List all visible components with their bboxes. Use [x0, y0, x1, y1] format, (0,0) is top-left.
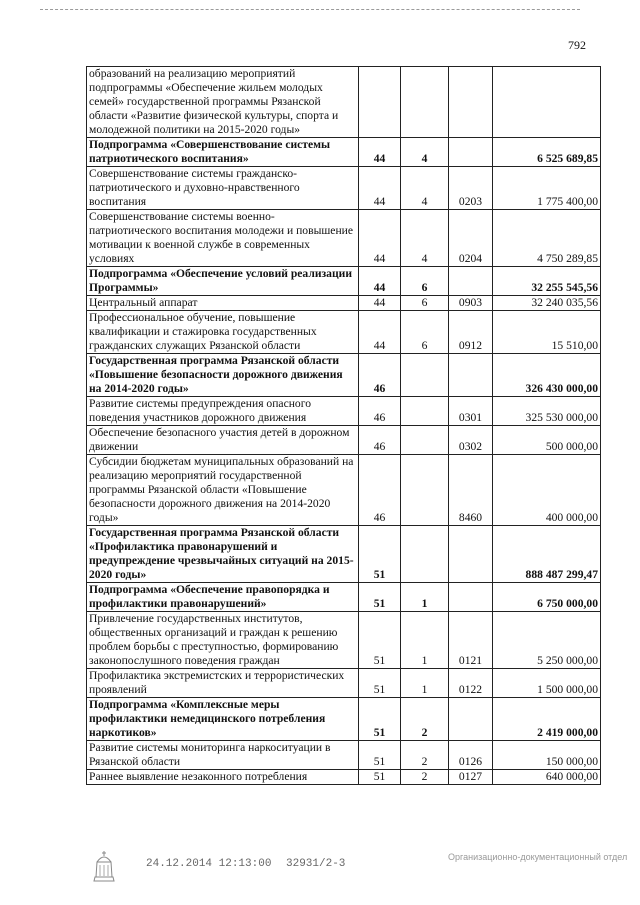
row-grbs: 51: [359, 741, 401, 770]
row-name: Центральный аппарат: [87, 296, 359, 311]
table-row: [87, 210, 601, 267]
row-subprogram: [401, 397, 449, 426]
row-amount: 326 430 000,00: [493, 354, 601, 397]
row-subprogram: [401, 455, 449, 526]
row-name: Совершенствование системы гражданско-патриотического и духовно-нравственного воспитания: [87, 167, 359, 210]
row-subprogram: [401, 526, 449, 583]
row-amount: 1 500 000,00: [493, 669, 601, 698]
row-amount: 150 000,00: [493, 741, 601, 770]
row-name: Подпрограмма «Комплексные меры профилактики немедицинского потребления наркотиков»: [87, 698, 359, 741]
row-subprogram: 1: [401, 583, 449, 612]
table-row: [87, 397, 601, 426]
row-name: Подпрограмма «Обеспечение условий реализации Программы»: [87, 267, 359, 296]
row-grbs: 51: [359, 612, 401, 669]
row-name: Обеспечение безопасного участия детей в дорожном движении: [87, 426, 359, 455]
row-subprogram: 4: [401, 167, 449, 210]
row-subprogram: 4: [401, 210, 449, 267]
row-subprogram: [401, 426, 449, 455]
row-article: [449, 267, 493, 296]
row-grbs: 44: [359, 167, 401, 210]
row-subprogram: [401, 67, 449, 138]
row-article: 0301: [449, 397, 493, 426]
row-name: Подпрограмма «Обеспечение правопорядка и профилактики правонарушений»: [87, 583, 359, 612]
row-article: 8460: [449, 455, 493, 526]
table-row: [87, 583, 601, 612]
row-grbs: 46: [359, 426, 401, 455]
row-amount: 6 750 000,00: [493, 583, 601, 612]
row-subprogram: 6: [401, 311, 449, 354]
row-subprogram: 6: [401, 296, 449, 311]
row-amount: 325 530 000,00: [493, 397, 601, 426]
row-name: Подпрограмма «Совершенствование системы патриотического воспитания»: [87, 138, 359, 167]
department-stamp: Организационно-документационный отдел: [448, 852, 628, 862]
table-row: [87, 311, 601, 354]
row-name: Развитие системы предупреждения опасного поведения участников дорожного движения: [87, 397, 359, 426]
budget-table: [86, 66, 601, 785]
row-subprogram: 6: [401, 267, 449, 296]
row-article: [449, 354, 493, 397]
budget-table-body: [87, 67, 601, 785]
row-grbs: 44: [359, 210, 401, 267]
row-amount: 1 775 400,00: [493, 167, 601, 210]
row-grbs: 44: [359, 138, 401, 167]
row-name: Развитие системы мониторинга наркоситуации в Рязанской области: [87, 741, 359, 770]
table-row: [87, 138, 601, 167]
row-name: Раннее выявление незаконного потребления: [87, 770, 359, 785]
coat-of-arms-icon: [86, 848, 122, 884]
row-name: образований на реализацию мероприятий подпрограммы «Обеспечение жильем молодых семей» государственной программы Рязанской области «Развитие физической культуры, спорта и молодежной политики на 2015-2020 годы»: [87, 67, 359, 138]
row-article: 0204: [449, 210, 493, 267]
table-row: [87, 426, 601, 455]
row-amount: 640 000,00: [493, 770, 601, 785]
row-subprogram: 4: [401, 138, 449, 167]
row-article: 0127: [449, 770, 493, 785]
row-article: 0126: [449, 741, 493, 770]
row-grbs: 46: [359, 354, 401, 397]
row-amount: 888 487 299,47: [493, 526, 601, 583]
table-row: [87, 741, 601, 770]
scan-top-edge: [40, 9, 580, 10]
page-number: 792: [568, 38, 586, 52]
row-amount: 500 000,00: [493, 426, 601, 455]
row-article: [449, 138, 493, 167]
row-grbs: 46: [359, 455, 401, 526]
row-subprogram: 2: [401, 698, 449, 741]
row-name: Государственная программа Рязанской области «Профилактика правонарушений и предупреждение чрезвычайных ситуаций на 2015-2020 годы»: [87, 526, 359, 583]
row-grbs: 51: [359, 669, 401, 698]
table-row: [87, 267, 601, 296]
row-grbs: 51: [359, 698, 401, 741]
footer-doc-number: 32931/2-3: [286, 858, 346, 870]
row-subprogram: 2: [401, 741, 449, 770]
row-amount: 2 419 000,00: [493, 698, 601, 741]
row-subprogram: [401, 354, 449, 397]
row-grbs: 51: [359, 770, 401, 785]
row-grbs: 51: [359, 526, 401, 583]
row-subprogram: 2: [401, 770, 449, 785]
table-row: [87, 296, 601, 311]
table-row: [87, 698, 601, 741]
row-name: Профилактика экстремистских и террористических проявлений: [87, 669, 359, 698]
row-article: 0121: [449, 612, 493, 669]
table-row: [87, 354, 601, 397]
table-row: [87, 455, 601, 526]
row-article: 0912: [449, 311, 493, 354]
row-grbs: 46: [359, 397, 401, 426]
row-grbs: [359, 67, 401, 138]
row-grbs: 44: [359, 296, 401, 311]
row-name: Профессиональное обучение, повышение квалификации и стажировка государственных гражданских служащих Рязанской области: [87, 311, 359, 354]
row-grbs: 44: [359, 311, 401, 354]
row-amount: 32 240 035,56: [493, 296, 601, 311]
row-name: Государственная программа Рязанской области «Повышение безопасности дорожного движения на 2014-2020 годы»: [87, 354, 359, 397]
row-amount: [493, 67, 601, 138]
row-amount: 15 510,00: [493, 311, 601, 354]
row-article: 0203: [449, 167, 493, 210]
table-row: [87, 67, 601, 138]
row-article: [449, 698, 493, 741]
table-row: [87, 669, 601, 698]
row-amount: 4 750 289,85: [493, 210, 601, 267]
row-subprogram: 1: [401, 612, 449, 669]
table-row: [87, 770, 601, 785]
row-article: [449, 526, 493, 583]
row-amount: 6 525 689,85: [493, 138, 601, 167]
row-name: Привлечение государственных институтов, общественных организаций и граждан к решению проблем борьбы с преступностью, формированию законопослушного поведения граждан: [87, 612, 359, 669]
row-grbs: 44: [359, 267, 401, 296]
row-amount: 5 250 000,00: [493, 612, 601, 669]
row-name: Субсидии бюджетам муниципальных образований на реализацию мероприятий государственной программы Рязанской области «Повышение безопасности дорожного движения на 2014-2020 годы»: [87, 455, 359, 526]
row-article: 0302: [449, 426, 493, 455]
row-amount: 32 255 545,56: [493, 267, 601, 296]
row-grbs: 51: [359, 583, 401, 612]
row-subprogram: 1: [401, 669, 449, 698]
table-row: [87, 612, 601, 669]
row-article: [449, 67, 493, 138]
row-amount: 400 000,00: [493, 455, 601, 526]
table-row: [87, 167, 601, 210]
row-article: 0903: [449, 296, 493, 311]
row-article: [449, 583, 493, 612]
row-article: 0122: [449, 669, 493, 698]
footer-timestamp: 24.12.2014 12:13:00: [146, 858, 272, 870]
row-name: Совершенствование системы военно-патриотического воспитания молодежи и повышение мотивации к военной службе в современных условиях: [87, 210, 359, 267]
table-row: [87, 526, 601, 583]
